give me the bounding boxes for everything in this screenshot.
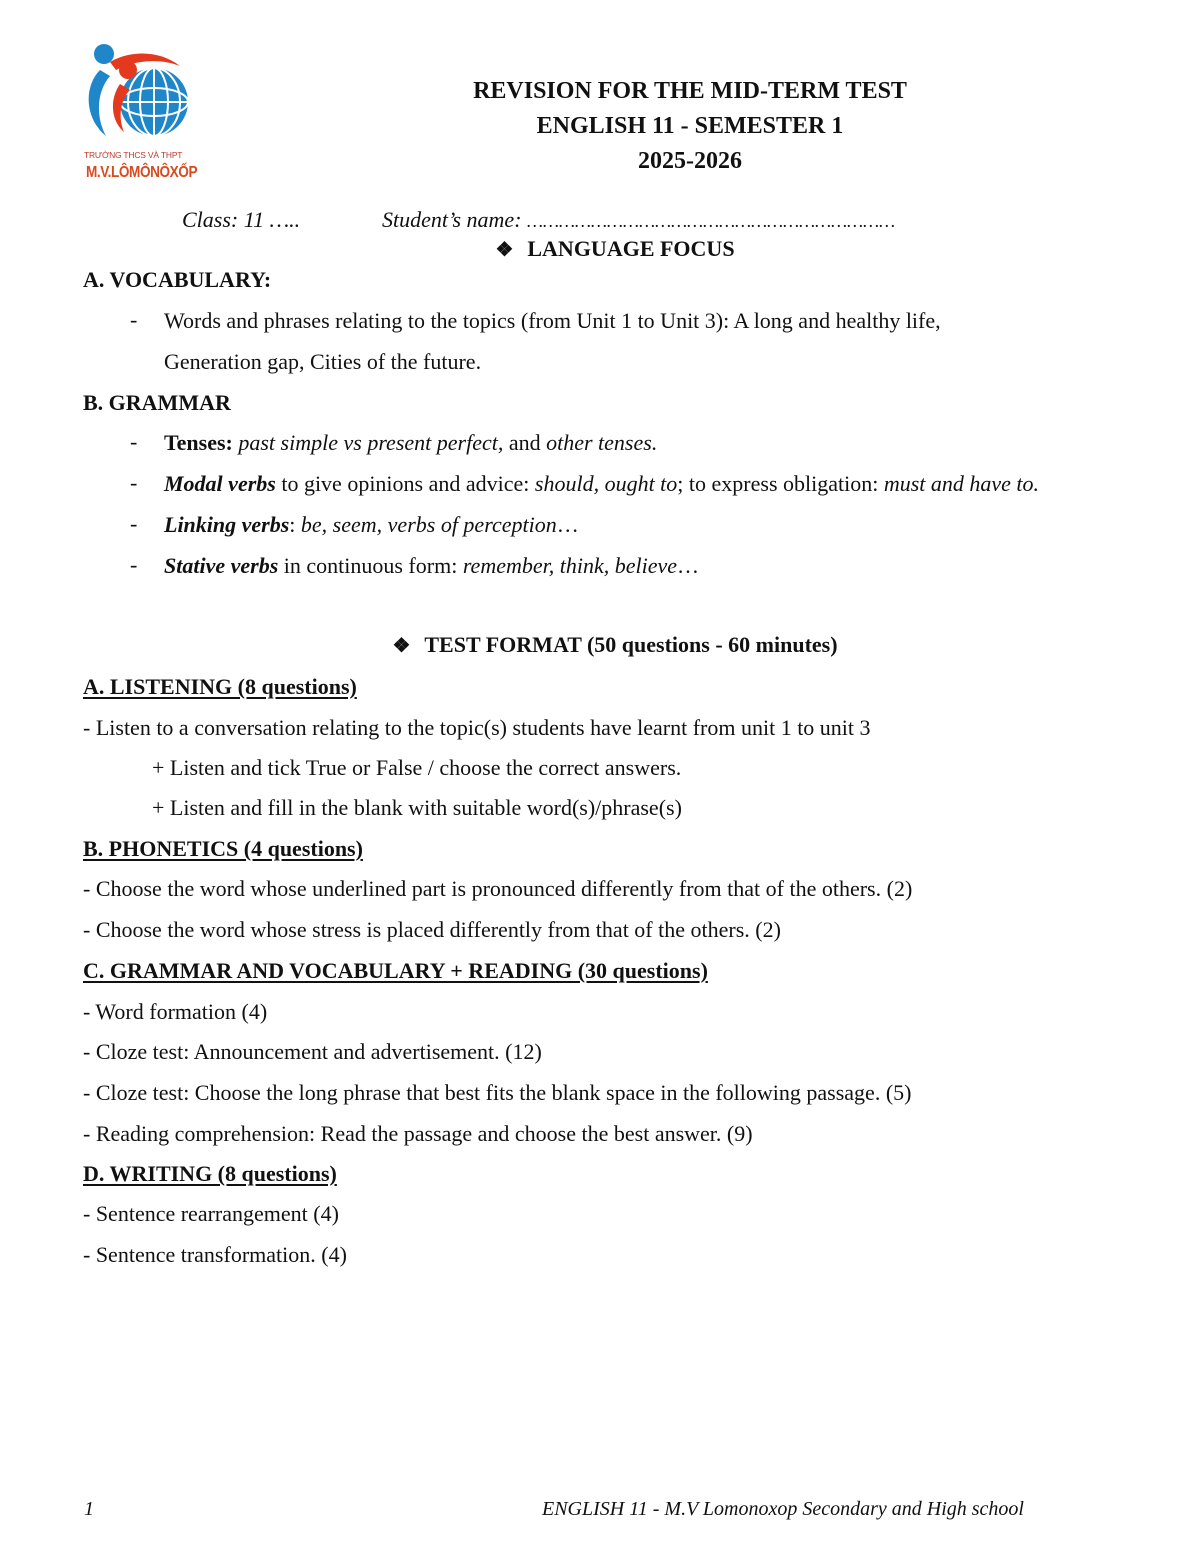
dash-bullet: - <box>130 470 138 495</box>
logo-caption: TRƯỜNG THCS VÀ THPT <box>84 150 183 160</box>
logo-school-name: M.V.LÔMÔNÔXỐP <box>86 164 198 181</box>
grammar-reading-line-4: - Reading comprehension: Read the passage and choose the best answer. (9) <box>83 1121 753 1146</box>
listening-line-1: - Listen to a conversation relating to the topic(s) students have learnt from unit 1 to unit 3 <box>83 715 871 740</box>
grammar-heading: B. GRAMMAR <box>83 390 231 415</box>
writing-heading: D. WRITING (8 questions) <box>83 1161 337 1186</box>
document-year: 2025-2026 <box>638 148 742 174</box>
listening-line-3: + Listen and fill in the blank with suitable word(s)/phrase(s) <box>152 795 682 820</box>
document-title-block <box>440 74 940 179</box>
globe-logo-icon <box>80 40 200 150</box>
grammar-reading-heading: C. GRAMMAR AND VOCABULARY + READING (30 questions) <box>83 958 708 983</box>
test-format-heading <box>0 632 1200 658</box>
test-format-title: TEST FORMAT (50 questions - 60 minutes) <box>424 632 838 657</box>
dash-bullet: - <box>130 511 138 536</box>
class-label: Class: 11 ….. <box>182 207 301 232</box>
phonetics-line-1: - Choose the word whose underlined part is pronounced differently from that of the others. (2) <box>83 876 913 901</box>
grammar-reading-line-3: - Cloze test: Choose the long phrase that best fits the blank space in the following passage. (5) <box>83 1080 912 1105</box>
vocabulary-line-1: Words and phrases relating to the topics (from Unit 1 to Unit 3): A long and healthy life, <box>164 308 941 333</box>
listening-line-2: + Listen and tick True or False / choose the correct answers. <box>152 755 682 780</box>
document-subtitle: ENGLISH 11 - SEMESTER 1 <box>536 113 844 139</box>
dash-bullet: - <box>130 307 138 332</box>
writing-line-2: - Sentence transformation. (4) <box>83 1242 347 1267</box>
grammar-reading-line-2: - Cloze test: Announcement and advertisement. (12) <box>83 1039 542 1064</box>
language-focus-heading <box>0 236 1200 262</box>
grammar-item-stative-verbs: Stative verbs in continuous form: remember, think, believe… <box>164 553 700 578</box>
student-name-label: Student’s name: <box>382 207 522 232</box>
grammar-item-modal-verbs: Modal verbs to give opinions and advice: should, ought to; to express obligation: must and have to. <box>164 471 1040 496</box>
phonetics-line-2: - Choose the word whose stress is placed differently from that of the others. (2) <box>83 917 781 942</box>
vocabulary-line-2: Generation gap, Cities of the future. <box>164 349 482 374</box>
document-title: REVISION FOR THE MID-TERM TEST <box>473 78 907 104</box>
diamond-bullet-icon: ❖ <box>392 635 411 657</box>
language-focus-title: LANGUAGE FOCUS <box>527 236 735 261</box>
phonetics-heading: B. PHONETICS (4 questions) <box>83 836 363 861</box>
grammar-item-linking-verbs: Linking verbs: be, seem, verbs of perception… <box>164 512 579 537</box>
vocabulary-heading: A. VOCABULARY: <box>83 267 272 292</box>
writing-line-1: - Sentence rearrangement (4) <box>83 1201 339 1226</box>
grammar-reading-line-1: - Word formation (4) <box>83 999 268 1024</box>
dash-bullet: - <box>130 552 138 577</box>
student-name-dots: …………………………………………………………… <box>527 211 896 231</box>
diamond-bullet-icon: ❖ <box>495 239 514 261</box>
page-number: 1 <box>84 1498 94 1520</box>
grammar-item-tenses: Tenses: past simple vs present perfect, and other tenses. <box>164 430 658 455</box>
footer-text: ENGLISH 11 - M.V Lomonoxop Secondary and High school <box>542 1498 1024 1520</box>
student-name-field <box>382 206 895 235</box>
dash-bullet: - <box>130 429 138 454</box>
listening-heading: A. LISTENING (8 questions) <box>83 674 357 699</box>
